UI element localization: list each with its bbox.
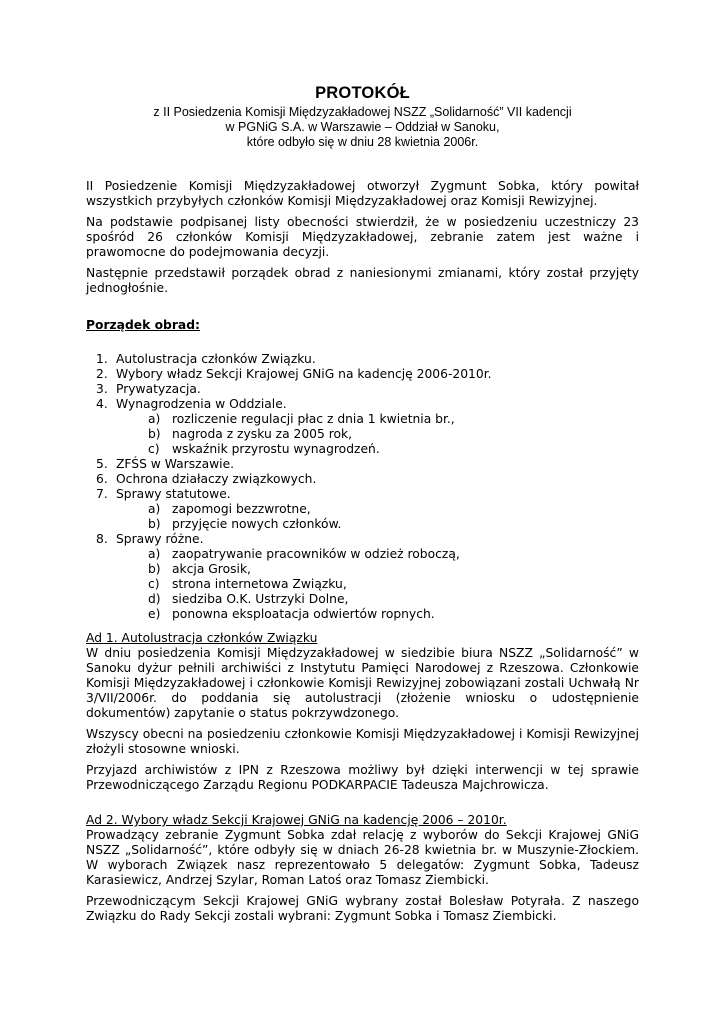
document-page [86, 84, 639, 924]
subtitle-line: z II Posiedzenia Komisji Międzyzakładowej NSZZ „Solidarność” VII kadencji [153, 105, 572, 119]
agenda-subitem-letter: b) [148, 517, 161, 531]
agenda-item-text: Autolustracja członków Związku. [116, 352, 316, 366]
ad1-paragraph: Przyjazd archiwistów z IPN z Rzeszowa możliwy był dzięki interwencji w tej sprawie Przewodniczącego Zarządu Regionu PODKARPACIE Tadeusza Majchrowicza. [86, 763, 639, 792]
ad1-heading: Ad 1. Autolustracja członków Związku [86, 631, 318, 645]
agenda-subitem-text: siedziba O.K. Ustrzyki Dolne, [172, 592, 349, 606]
agenda-subitem-letter: c) [148, 442, 160, 456]
agenda-subitem-text: strona internetowa Związku, [172, 577, 347, 591]
intro-paragraph: Następnie przedstawił porządek obrad z naniesionymi zmianami, który został przyjęty jednogłośnie. [86, 266, 639, 295]
agenda-subitem-text: wskaźnik przyrostu wynagrodzeń. [172, 442, 380, 456]
agenda-subitem [86, 562, 639, 577]
agenda-subitem-text: akcja Grosik, [172, 562, 251, 576]
agenda-item [86, 367, 639, 382]
agenda-item-text: Wynagrodzenia w Oddziale. [116, 397, 287, 411]
agenda-item-text: Ochrona działaczy związkowych. [116, 472, 317, 486]
agenda-item [86, 472, 639, 487]
intro-paragraph: II Posiedzenie Komisji Międzyzakładowej otworzył Zygmunt Sobka, który powitał wszystkich przybyłych członków Komisji Międzyzakładowej oraz Komisji Rewizyjnej. [86, 179, 639, 208]
agenda-subitem [86, 592, 639, 607]
agenda-subitems [86, 412, 639, 457]
agenda-subitem-text: zapomogi bezzwrotne, [172, 502, 311, 516]
agenda-subitem-letter: d) [148, 592, 161, 606]
agenda-subitem-letter: b) [148, 562, 161, 576]
agenda-item [86, 397, 639, 412]
subtitle-line: w PGNiG S.A. w Warszawie – Oddział w Sanoku, [225, 120, 500, 134]
agenda-subitem-text: zaopatrywanie pracowników w odzież roboczą, [172, 547, 460, 561]
agenda-subitem [86, 442, 639, 457]
ad2-paragraph: Prowadzący zebranie Zygmunt Sobka zdał relację z wyborów do Sekcji Krajowej GNiG NSZZ „Solidarność”, które odbyły się w dniach 26-28 kwietnia br. w Muszynie-Złockiem. W wyborach Związek nasz reprezentowało 5 delegatów: Zygmunt Sobka, Tadeusz Karasiewicz, Andrzej Szylar, Roman Latoś oraz Tomasz Ziembicki. [86, 828, 639, 887]
agenda-subitem [86, 502, 639, 517]
agenda-item-number: 8. [96, 532, 108, 546]
agenda-item [86, 352, 639, 367]
agenda-item-text: ZFŚS w Warszawie. [116, 457, 235, 471]
agenda-item-number: 2. [96, 367, 108, 381]
ad2-heading: Ad 2. Wybory władz Sekcji Krajowej GNiG na kadencję 2006 – 2010r. [86, 813, 507, 827]
agenda-item [86, 382, 639, 397]
agenda-subitem-letter: c) [148, 577, 160, 591]
agenda-subitem-text: nagroda z zysku za 2005 rok, [172, 427, 353, 441]
agenda-subitem-letter: a) [148, 547, 161, 561]
agenda-subitem [86, 517, 639, 532]
agenda-subitem-text: rozliczenie regulacji płac z dnia 1 kwietnia br., [172, 412, 455, 426]
agenda-subitem [86, 607, 639, 622]
agenda-subitem-text: przyjęcie nowych członków. [172, 517, 342, 531]
agenda-subitem [86, 577, 639, 592]
agenda-subitem [86, 547, 639, 562]
agenda-subitem-letter: b) [148, 427, 161, 441]
ad1-paragraph: W dniu posiedzenia Komisji Międzyzakładowej w siedzibie biura NSZZ „Solidarność” w Sanoku dyżur pełnili archiwiści z Instytutu Pamięci Narodowej z Rzeszowa. Członkowie Komisji Międzyzakładowej i członkowie Komisji Rewizyjnej zobowiązani zostali Uchwałą Nr 3/VII/2006r. do poddania się autolustracji (złożenie wniosku o udostępnienie dokumentów) zapytanie o status pokrzywdzonego. [86, 646, 639, 720]
agenda-subitem-text: ponowna eksploatacja odwiertów ropnych. [172, 607, 435, 621]
agenda-item-number: 4. [96, 397, 108, 411]
agenda-subitems [86, 502, 639, 532]
agenda-item-text: Wybory władz Sekcji Krajowej GNiG na kadencję 2006-2010r. [116, 367, 492, 381]
agenda-item [86, 457, 639, 472]
agenda-subitem-letter: a) [148, 502, 161, 516]
agenda-subitems [86, 547, 639, 622]
agenda-subitem [86, 412, 639, 427]
agenda-item-text: Sprawy różne. [116, 532, 204, 546]
intro-paragraph: Na podstawie podpisanej listy obecności stwierdził, że w posiedzeniu uczestniczy 23 spośród 26 członków Komisji Międzyzakładowej, zebranie zatem jest ważne i prawomocne do podejmowania decyzji. [86, 215, 639, 259]
agenda-item [86, 487, 639, 502]
agenda-item [86, 532, 639, 547]
agenda-item-number: 1. [96, 352, 108, 366]
agenda-item-number: 6. [96, 472, 108, 486]
agenda-subitem [86, 427, 639, 442]
ad1-paragraph: Wszyscy obecni na posiedzeniu członkowie Komisji Międzyzakładowej i Komisji Rewizyjnej złożyli stosowne wnioski. [86, 727, 639, 756]
subtitle-line: które odbyło się w dniu 28 kwietnia 2006r. [246, 135, 479, 149]
agenda-item-text: Sprawy statutowe. [116, 487, 231, 501]
agenda-item-text: Prywatyzacja. [116, 382, 201, 396]
ad2-paragraph: Przewodniczącym Sekcji Krajowej GNiG wybrany został Bolesław Potyrała. Z naszego Związku do Rady Sekcji zostali wybrani: Zygmunt Sobka i Tomasz Ziembicki. [86, 894, 639, 923]
agenda-item-number: 5. [96, 457, 108, 471]
agenda-list [86, 352, 639, 622]
agenda-item-number: 7. [96, 487, 108, 501]
document-title: PROTOKÓŁ [315, 84, 410, 102]
agenda-subitem-letter: e) [148, 607, 161, 621]
agenda-heading: Porządek obrad: [86, 318, 200, 332]
agenda-item-number: 3. [96, 382, 108, 396]
agenda-subitem-letter: a) [148, 412, 161, 426]
